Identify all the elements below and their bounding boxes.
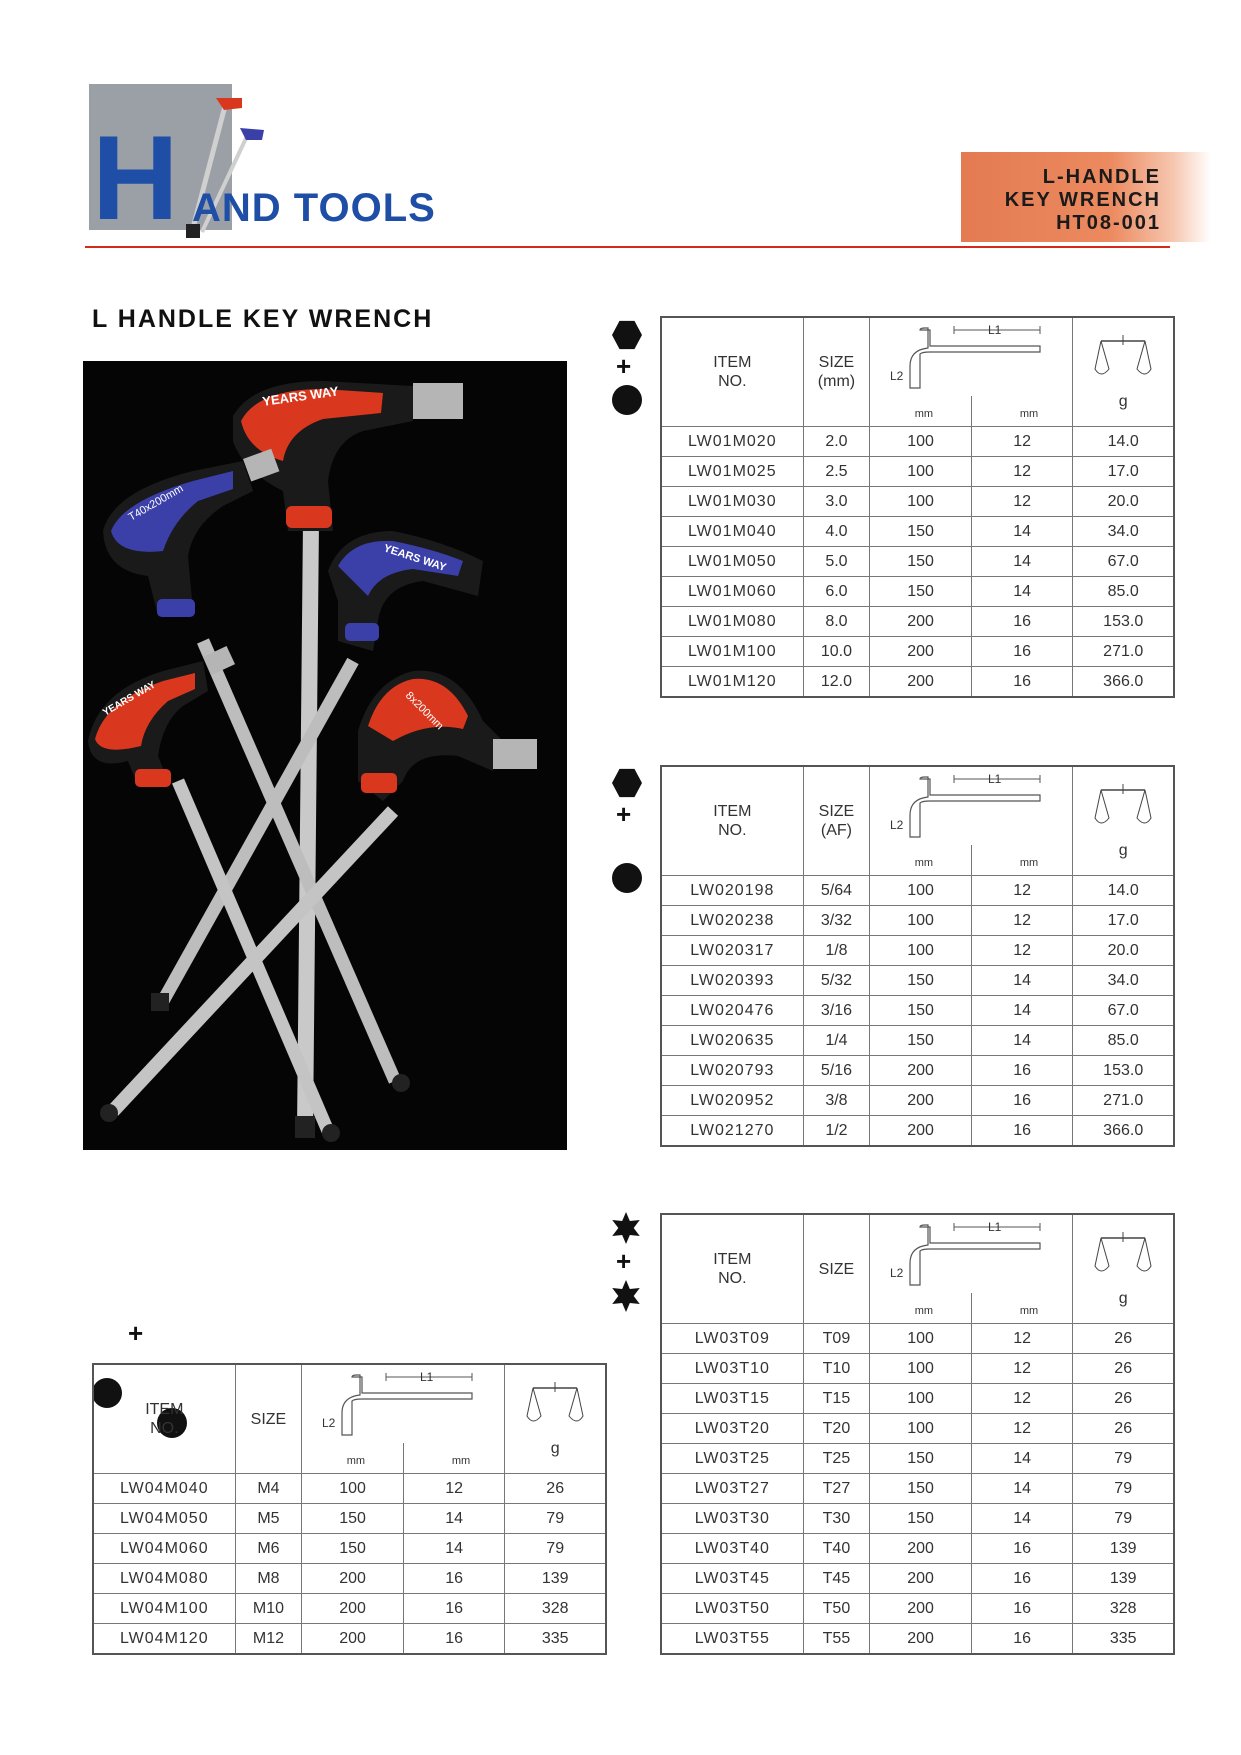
l1-unit: mm bbox=[346, 1455, 366, 1467]
table-row bbox=[661, 1504, 1174, 1534]
table-row bbox=[661, 1624, 1174, 1655]
table-row bbox=[661, 1354, 1174, 1384]
cell-item-no: LW01M120 bbox=[661, 667, 803, 698]
cell-weight: 20.0 bbox=[1073, 936, 1174, 966]
cell-l2-length: 12 bbox=[971, 1384, 1073, 1414]
l2-unit: mm bbox=[1019, 408, 1039, 420]
cell-item-no: LW020317 bbox=[661, 936, 803, 966]
cell-weight: 335 bbox=[505, 1624, 606, 1655]
handle-label-2: T40x200mm bbox=[126, 482, 186, 524]
cell-l1-length: 100 bbox=[870, 936, 972, 966]
cell-l1-length: 200 bbox=[870, 637, 972, 667]
cell-l2-length: 16 bbox=[971, 637, 1073, 667]
title-line-1: L-HANDLE bbox=[1042, 166, 1161, 188]
cell-item-no: LW020793 bbox=[661, 1056, 803, 1086]
cell-item-no: LW01M020 bbox=[661, 427, 803, 457]
l2-label: L2 bbox=[890, 369, 904, 383]
cell-l1-length: 100 bbox=[870, 427, 972, 457]
cell-size: 4.0 bbox=[803, 517, 870, 547]
cell-l1-length: 200 bbox=[870, 1116, 972, 1147]
table-row bbox=[661, 1384, 1174, 1414]
cell-size: T30 bbox=[803, 1504, 870, 1534]
cell-item-no: LW01M040 bbox=[661, 517, 803, 547]
cell-weight: 17.0 bbox=[1073, 457, 1174, 487]
cell-size: T15 bbox=[803, 1384, 870, 1414]
cell-item-no: LW04M120 bbox=[93, 1624, 235, 1655]
cell-weight: 67.0 bbox=[1073, 996, 1174, 1026]
cell-l1-length: 200 bbox=[870, 1086, 972, 1116]
l1-label: L1 bbox=[420, 1370, 434, 1384]
table-row bbox=[661, 996, 1174, 1026]
cell-l2-length: 14 bbox=[971, 517, 1073, 547]
table-row bbox=[93, 1474, 606, 1504]
cell-weight: 17.0 bbox=[1073, 906, 1174, 936]
cell-weight: 139 bbox=[1073, 1564, 1174, 1594]
plus-sign: + bbox=[616, 1246, 632, 1276]
header-dimensions bbox=[870, 766, 1073, 876]
ball-hex-icon bbox=[612, 863, 642, 893]
spec-table-inch-hex bbox=[660, 765, 1175, 1147]
cell-l2-length: 16 bbox=[971, 1116, 1073, 1147]
header-weight bbox=[1073, 317, 1174, 427]
table-row bbox=[661, 637, 1174, 667]
header-item-no: ITEM NO. bbox=[661, 766, 803, 876]
cell-l2-length: 16 bbox=[971, 1624, 1073, 1655]
weight-scale-icon bbox=[1093, 1230, 1153, 1280]
cell-item-no: LW020198 bbox=[661, 876, 803, 906]
cell-l2-length: 16 bbox=[971, 667, 1073, 698]
cell-l1-length: 100 bbox=[870, 906, 972, 936]
cell-l2-length: 14 bbox=[971, 1444, 1073, 1474]
table-row bbox=[661, 936, 1174, 966]
cell-l2-length: 16 bbox=[403, 1564, 505, 1594]
cell-l2-length: 12 bbox=[971, 936, 1073, 966]
cell-l1-length: 150 bbox=[870, 966, 972, 996]
l1-unit: mm bbox=[914, 1305, 934, 1317]
cell-weight: 34.0 bbox=[1073, 517, 1174, 547]
cell-l1-length: 200 bbox=[302, 1564, 404, 1594]
cell-l2-length: 16 bbox=[971, 1086, 1073, 1116]
table-row bbox=[661, 1056, 1174, 1086]
cell-item-no: LW04M080 bbox=[93, 1564, 235, 1594]
cell-l2-length: 14 bbox=[971, 996, 1073, 1026]
table-row bbox=[661, 1444, 1174, 1474]
header-dimensions bbox=[870, 317, 1073, 427]
torx-icon bbox=[610, 1212, 642, 1244]
cell-l2-length: 14 bbox=[971, 577, 1073, 607]
header-divider bbox=[85, 246, 1170, 248]
cell-size: 1/2 bbox=[803, 1116, 870, 1147]
cell-size: M10 bbox=[235, 1594, 302, 1624]
cell-weight: 335 bbox=[1073, 1624, 1174, 1655]
cell-l1-length: 150 bbox=[870, 1474, 972, 1504]
cell-weight: 366.0 bbox=[1073, 1116, 1174, 1147]
torx-hole-icon bbox=[610, 1280, 642, 1312]
cell-weight: 271.0 bbox=[1073, 1086, 1174, 1116]
cell-weight: 26 bbox=[1073, 1354, 1174, 1384]
cell-l1-length: 150 bbox=[870, 547, 972, 577]
cell-l1-length: 150 bbox=[870, 996, 972, 1026]
cell-l1-length: 150 bbox=[870, 1026, 972, 1056]
header-weight bbox=[1073, 766, 1174, 876]
cell-l1-length: 200 bbox=[870, 1594, 972, 1624]
l1-label: L1 bbox=[988, 1220, 1002, 1234]
cell-weight: 139 bbox=[505, 1564, 606, 1594]
table-row bbox=[661, 427, 1174, 457]
product-title-box bbox=[961, 152, 1211, 242]
cell-item-no: LW03T25 bbox=[661, 1444, 803, 1474]
table-row bbox=[93, 1594, 606, 1624]
cell-size: M4 bbox=[235, 1474, 302, 1504]
cell-item-no: LW03T10 bbox=[661, 1354, 803, 1384]
cell-l1-length: 150 bbox=[870, 517, 972, 547]
cell-weight: 34.0 bbox=[1073, 966, 1174, 996]
cell-weight: 366.0 bbox=[1073, 667, 1174, 698]
cell-weight: 20.0 bbox=[1073, 487, 1174, 517]
cell-size: 6.0 bbox=[803, 577, 870, 607]
weight-unit: g bbox=[1118, 842, 1128, 859]
ball-hex-icon bbox=[612, 385, 642, 415]
l2-label: L2 bbox=[322, 1416, 336, 1430]
cell-weight: 85.0 bbox=[1073, 577, 1174, 607]
product-photo bbox=[83, 361, 567, 1150]
cell-item-no: LW01M025 bbox=[661, 457, 803, 487]
cell-l1-length: 100 bbox=[870, 1324, 972, 1354]
header-item-no: ITEM NO. bbox=[93, 1364, 235, 1474]
logo-text: AND TOOLS bbox=[192, 186, 436, 230]
cell-size: 5/32 bbox=[803, 966, 870, 996]
cell-l2-length: 12 bbox=[971, 906, 1073, 936]
cell-weight: 67.0 bbox=[1073, 547, 1174, 577]
cell-l2-length: 14 bbox=[971, 1026, 1073, 1056]
cell-l2-length: 12 bbox=[971, 427, 1073, 457]
cell-size: 2.5 bbox=[803, 457, 870, 487]
cell-size: T09 bbox=[803, 1324, 870, 1354]
table-row bbox=[661, 1534, 1174, 1564]
table-row bbox=[661, 1026, 1174, 1056]
table-row bbox=[661, 667, 1174, 698]
cell-l2-length: 14 bbox=[971, 1504, 1073, 1534]
handle-label-4: YEARS WAY bbox=[101, 679, 158, 719]
cell-size: 8.0 bbox=[803, 607, 870, 637]
cell-weight: 153.0 bbox=[1073, 607, 1174, 637]
wrench-set-illustration bbox=[83, 361, 567, 1150]
header-dimensions bbox=[302, 1364, 505, 1474]
table-row bbox=[661, 457, 1174, 487]
cell-item-no: LW01M060 bbox=[661, 577, 803, 607]
cell-l1-length: 150 bbox=[302, 1504, 404, 1534]
cell-item-no: LW03T30 bbox=[661, 1504, 803, 1534]
handle-label-5: 8x200mm bbox=[402, 689, 446, 733]
cell-l1-length: 200 bbox=[870, 1056, 972, 1086]
cell-item-no: LW01M080 bbox=[661, 607, 803, 637]
cell-size: M12 bbox=[235, 1624, 302, 1655]
cell-item-no: LW04M050 bbox=[93, 1504, 235, 1534]
cell-l2-length: 12 bbox=[971, 1414, 1073, 1444]
cell-l1-length: 100 bbox=[302, 1474, 404, 1504]
cell-weight: 26 bbox=[1073, 1384, 1174, 1414]
cell-item-no: LW020393 bbox=[661, 966, 803, 996]
cell-l1-length: 100 bbox=[870, 1354, 972, 1384]
table-row bbox=[661, 876, 1174, 906]
table-row bbox=[661, 1414, 1174, 1444]
table-row bbox=[661, 517, 1174, 547]
cell-item-no: LW021270 bbox=[661, 1116, 803, 1147]
table-row bbox=[93, 1504, 606, 1534]
cell-l2-length: 14 bbox=[403, 1534, 505, 1564]
cell-size: 3.0 bbox=[803, 487, 870, 517]
cell-item-no: LW03T40 bbox=[661, 1534, 803, 1564]
cell-item-no: LW01M100 bbox=[661, 637, 803, 667]
cell-item-no: LW01M030 bbox=[661, 487, 803, 517]
cell-l2-length: 16 bbox=[971, 1056, 1073, 1086]
cell-l1-length: 150 bbox=[870, 1444, 972, 1474]
weight-scale-icon bbox=[1093, 333, 1153, 383]
cell-size: T45 bbox=[803, 1564, 870, 1594]
cell-l2-length: 16 bbox=[971, 1534, 1073, 1564]
cell-l1-length: 100 bbox=[870, 1384, 972, 1414]
spec-table-metric-hex bbox=[660, 316, 1175, 698]
cell-l1-length: 200 bbox=[870, 607, 972, 637]
l1-label: L1 bbox=[988, 323, 1002, 337]
cell-l1-length: 150 bbox=[870, 577, 972, 607]
dimension-diagram-icon bbox=[870, 318, 1074, 398]
cell-l1-length: 100 bbox=[870, 487, 972, 517]
cell-size: M8 bbox=[235, 1564, 302, 1594]
table-row bbox=[93, 1624, 606, 1655]
l1-label: L1 bbox=[988, 772, 1002, 786]
dimension-diagram-icon bbox=[870, 1215, 1074, 1295]
cell-size: M5 bbox=[235, 1504, 302, 1534]
cell-l2-length: 14 bbox=[971, 966, 1073, 996]
table-row bbox=[661, 607, 1174, 637]
table-row bbox=[661, 577, 1174, 607]
cell-item-no: LW04M060 bbox=[93, 1534, 235, 1564]
cell-size: 2.0 bbox=[803, 427, 870, 457]
cell-l1-length: 200 bbox=[870, 667, 972, 698]
cell-weight: 153.0 bbox=[1073, 1056, 1174, 1086]
header-item-no: ITEM NO. bbox=[661, 1214, 803, 1324]
cell-l2-length: 16 bbox=[971, 1564, 1073, 1594]
table-row bbox=[661, 487, 1174, 517]
cell-item-no: LW03T15 bbox=[661, 1384, 803, 1414]
hex-icon bbox=[612, 320, 642, 350]
cell-l1-length: 150 bbox=[302, 1534, 404, 1564]
table-row bbox=[661, 1086, 1174, 1116]
cell-size: T55 bbox=[803, 1624, 870, 1655]
cell-item-no: LW04M040 bbox=[93, 1474, 235, 1504]
cell-l2-length: 12 bbox=[971, 1324, 1073, 1354]
cell-size: M6 bbox=[235, 1534, 302, 1564]
cell-l1-length: 200 bbox=[302, 1594, 404, 1624]
cell-weight: 26 bbox=[505, 1474, 606, 1504]
plus-sign: + bbox=[616, 799, 632, 829]
weight-scale-icon bbox=[525, 1380, 585, 1430]
cell-size: T25 bbox=[803, 1444, 870, 1474]
handle-label-3: YEARS WAY bbox=[382, 542, 448, 574]
cell-size: 1/8 bbox=[803, 936, 870, 966]
cell-weight: 85.0 bbox=[1073, 1026, 1174, 1056]
table-row bbox=[661, 1324, 1174, 1354]
cell-size: 3/32 bbox=[803, 906, 870, 936]
cell-size: 5/16 bbox=[803, 1056, 870, 1086]
cell-weight: 26 bbox=[1073, 1414, 1174, 1444]
header-item-no: ITEM NO. bbox=[661, 317, 803, 427]
cell-size: 5.0 bbox=[803, 547, 870, 577]
cell-weight: 79 bbox=[1073, 1504, 1174, 1534]
cell-l2-length: 12 bbox=[971, 457, 1073, 487]
cell-size: 3/16 bbox=[803, 996, 870, 1026]
plus-sign: + bbox=[616, 351, 632, 381]
dimension-divider bbox=[403, 1443, 404, 1473]
weight-unit: g bbox=[550, 1440, 560, 1457]
l1-unit: mm bbox=[914, 408, 934, 420]
cell-item-no: LW03T50 bbox=[661, 1594, 803, 1624]
header-weight bbox=[1073, 1214, 1174, 1324]
cell-weight: 271.0 bbox=[1073, 637, 1174, 667]
cell-item-no: LW03T45 bbox=[661, 1564, 803, 1594]
cell-size: 10.0 bbox=[803, 637, 870, 667]
table-row bbox=[93, 1534, 606, 1564]
cell-weight: 79 bbox=[1073, 1474, 1174, 1504]
weight-scale-icon bbox=[1093, 782, 1153, 832]
l1-unit: mm bbox=[914, 857, 934, 869]
cell-size: T50 bbox=[803, 1594, 870, 1624]
l2-label: L2 bbox=[890, 1266, 904, 1280]
cell-item-no: LW03T09 bbox=[661, 1324, 803, 1354]
cell-item-no: LW020952 bbox=[661, 1086, 803, 1116]
table-row bbox=[661, 1474, 1174, 1504]
cell-size: T27 bbox=[803, 1474, 870, 1504]
cell-item-no: LW03T27 bbox=[661, 1474, 803, 1504]
table-row bbox=[661, 966, 1174, 996]
title-line-code: HT08-001 bbox=[1056, 212, 1161, 234]
cell-size: T10 bbox=[803, 1354, 870, 1384]
l2-unit: mm bbox=[1019, 1305, 1039, 1317]
l2-unit: mm bbox=[451, 1455, 471, 1467]
dimension-diagram-icon bbox=[870, 767, 1074, 847]
header-dimensions bbox=[870, 1214, 1073, 1324]
cell-size: 3/8 bbox=[803, 1086, 870, 1116]
section-title: L HANDLE KEY WRENCH bbox=[92, 305, 434, 333]
table-row bbox=[661, 1594, 1174, 1624]
dimension-divider bbox=[971, 1293, 972, 1323]
cell-l2-length: 12 bbox=[971, 487, 1073, 517]
logo-letter: H bbox=[92, 111, 179, 245]
cell-size: 1/4 bbox=[803, 1026, 870, 1056]
table-row bbox=[93, 1564, 606, 1594]
cell-l2-length: 12 bbox=[403, 1474, 505, 1504]
cell-item-no: LW020476 bbox=[661, 996, 803, 1026]
cell-l1-length: 200 bbox=[870, 1624, 972, 1655]
weight-unit: g bbox=[1118, 1290, 1128, 1307]
header-size: SIZE bbox=[803, 1214, 870, 1324]
header-size: SIZE bbox=[235, 1364, 302, 1474]
cell-item-no: LW020635 bbox=[661, 1026, 803, 1056]
cell-size: T40 bbox=[803, 1534, 870, 1564]
l2-unit: mm bbox=[1019, 857, 1039, 869]
dimension-divider bbox=[971, 845, 972, 875]
cell-l2-length: 12 bbox=[971, 1354, 1073, 1384]
cell-l1-length: 100 bbox=[870, 1414, 972, 1444]
dimension-divider bbox=[971, 396, 972, 426]
cell-weight: 14.0 bbox=[1073, 427, 1174, 457]
spec-table-torx bbox=[660, 1213, 1175, 1655]
cell-weight: 328 bbox=[505, 1594, 606, 1624]
cell-size: 12.0 bbox=[803, 667, 870, 698]
cell-item-no: LW01M050 bbox=[661, 547, 803, 577]
table-row bbox=[661, 1116, 1174, 1147]
cell-l2-length: 16 bbox=[971, 1594, 1073, 1624]
spec-table-ribe bbox=[92, 1363, 607, 1655]
cell-l2-length: 14 bbox=[971, 547, 1073, 577]
cell-l2-length: 16 bbox=[403, 1594, 505, 1624]
cell-weight: 79 bbox=[1073, 1444, 1174, 1474]
cell-l1-length: 100 bbox=[870, 457, 972, 487]
header-size: SIZE (mm) bbox=[803, 317, 870, 427]
cell-weight: 79 bbox=[505, 1534, 606, 1564]
plus-sign: + bbox=[128, 1318, 144, 1348]
cell-item-no: LW04M100 bbox=[93, 1594, 235, 1624]
header-weight bbox=[505, 1364, 606, 1474]
cell-item-no: LW03T20 bbox=[661, 1414, 803, 1444]
table-row bbox=[661, 906, 1174, 936]
cell-item-no: LW03T55 bbox=[661, 1624, 803, 1655]
cell-weight: 139 bbox=[1073, 1534, 1174, 1564]
cell-l2-length: 14 bbox=[403, 1504, 505, 1534]
table-row bbox=[661, 1564, 1174, 1594]
cell-size: T20 bbox=[803, 1414, 870, 1444]
cell-item-no: LW020238 bbox=[661, 906, 803, 936]
cell-l1-length: 200 bbox=[870, 1564, 972, 1594]
table-row bbox=[661, 547, 1174, 577]
hex-icon bbox=[612, 768, 642, 798]
cell-l2-length: 12 bbox=[971, 876, 1073, 906]
handle-label-1: YEARS WAY bbox=[261, 383, 340, 409]
cell-l1-length: 100 bbox=[870, 876, 972, 906]
cell-weight: 328 bbox=[1073, 1594, 1174, 1624]
title-line-2: KEY WRENCH bbox=[1004, 189, 1161, 211]
cell-l1-length: 200 bbox=[302, 1624, 404, 1655]
cell-size: 5/64 bbox=[803, 876, 870, 906]
cell-l2-length: 14 bbox=[971, 1474, 1073, 1504]
l2-label: L2 bbox=[890, 818, 904, 832]
weight-unit: g bbox=[1118, 393, 1128, 410]
cell-l1-length: 200 bbox=[870, 1534, 972, 1564]
dimension-diagram-icon bbox=[302, 1365, 506, 1445]
cell-l2-length: 16 bbox=[971, 607, 1073, 637]
cell-weight: 14.0 bbox=[1073, 876, 1174, 906]
cell-l2-length: 16 bbox=[403, 1624, 505, 1655]
header-size: SIZE (AF) bbox=[803, 766, 870, 876]
cell-l1-length: 150 bbox=[870, 1504, 972, 1534]
cell-weight: 79 bbox=[505, 1504, 606, 1534]
cell-weight: 26 bbox=[1073, 1324, 1174, 1354]
